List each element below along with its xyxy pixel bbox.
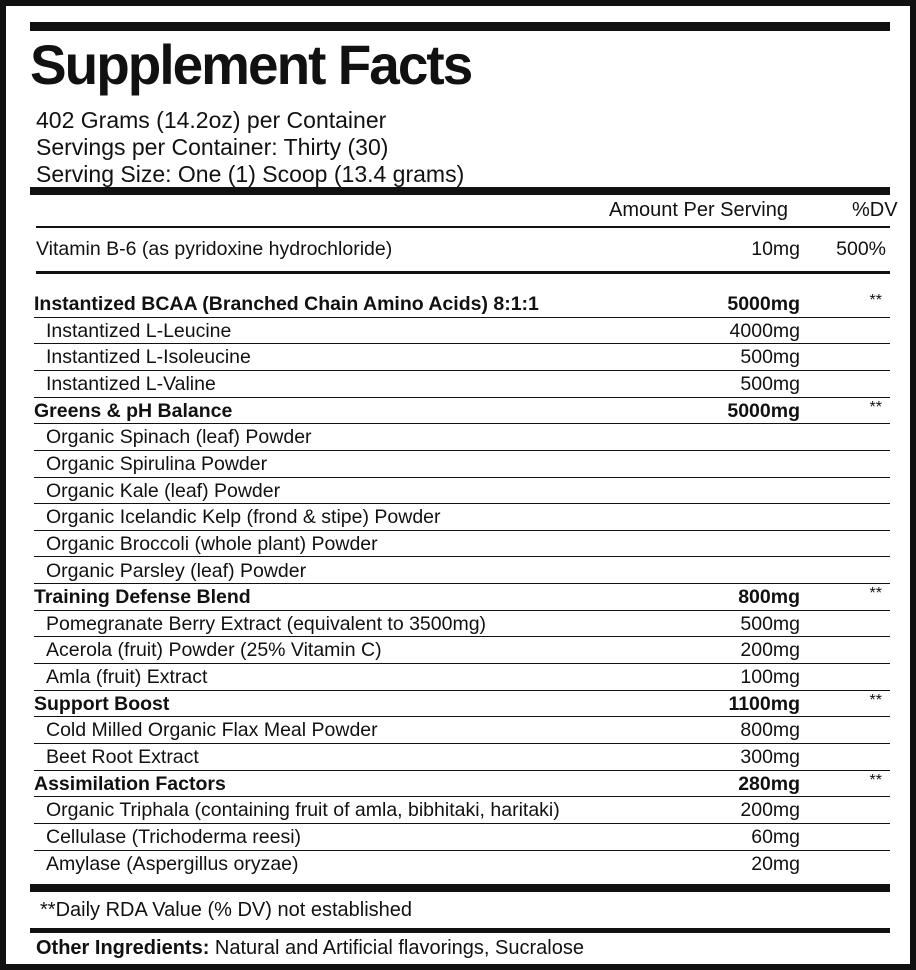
blend-row (34, 584, 890, 611)
ingredient-row (34, 478, 890, 505)
ingredient-dv: ** (869, 398, 882, 416)
vitamin-dv: 500% (836, 238, 886, 260)
vitamin-amount: 10mg (751, 238, 800, 260)
ingredient-name: Greens & pH Balance (34, 399, 233, 422)
ingredient-row (34, 424, 890, 451)
ingredient-row (34, 318, 890, 345)
ingredient-dv: ** (869, 292, 882, 309)
ingredient-name: Amylase (Aspergillus oryzae) (46, 852, 299, 875)
header-divider (36, 226, 890, 228)
ingredient-name: Organic Parsley (leaf) Powder (46, 559, 307, 582)
ingredient-amount: 60mg (751, 826, 800, 848)
ingredient-row (34, 558, 890, 585)
ingredient-amount: 100mg (740, 666, 800, 689)
ingredient-name: Pomegranate Berry Extract (equivalent to 3500mg) (46, 612, 487, 635)
ingredient-row (34, 664, 890, 691)
other-ingredients-label: Other Ingredients: (36, 937, 210, 959)
panel-title: Supplement Facts (30, 33, 472, 96)
ingredient-name: Cellulase (Trichoderma reesi) (46, 826, 302, 848)
servings-per-container: Servings per Container: Thirty (30) (36, 134, 389, 160)
ingredient-name: Support Boost (34, 692, 170, 715)
ingredient-row (34, 637, 890, 664)
ingredient-row (34, 744, 890, 771)
ingredient-amount: 500mg (740, 612, 800, 635)
footnote: **Daily RDA Value (% DV) not established (40, 899, 413, 921)
ingredient-amount: 800mg (740, 719, 800, 742)
ingredient-amount: 200mg (740, 639, 800, 662)
ingredient-row (34, 371, 890, 398)
ingredient-name: Instantized L-Isoleucine (46, 346, 251, 369)
other-ingredients (36, 936, 584, 960)
amount-per-serving-header: Amount Per Serving (609, 199, 788, 221)
blend-row (34, 691, 890, 718)
ingredient-name: Instantized L-Valine (46, 372, 216, 395)
dv-header: %DV (852, 199, 898, 221)
ingredient-name: Organic Spirulina Powder (46, 452, 268, 475)
ingredient-dv: ** (869, 585, 882, 603)
other-ingredients-text: Natural and Artificial flavorings, Sucralose (209, 937, 584, 959)
ingredient-row (34, 531, 890, 558)
ingredient-amount: 200mg (740, 799, 800, 822)
ingredient-name: Organic Broccoli (whole plant) Powder (46, 532, 378, 555)
ingredient-amount: 800mg (738, 586, 800, 609)
ingredient-name: Organic Triphala (containing fruit of amla, bibhitaki, haritaki) (46, 799, 560, 822)
ingredient-dv: ** (869, 691, 882, 709)
ingredient-row (34, 611, 890, 638)
ingredient-name: Beet Root Extract (46, 746, 199, 769)
container-weight: 402 Grams (14.2oz) per Container (36, 107, 387, 133)
vitamin-row (36, 236, 890, 262)
ingredient-amount: 5000mg (727, 399, 800, 422)
vitamin-name: Vitamin B-6 (as pyridoxine hydrochloride) (36, 238, 393, 260)
ingredient-name: Training Defense Blend (34, 586, 251, 609)
serving-size: Serving Size: One (1) Scoop (13.4 grams) (36, 161, 465, 187)
ingredient-amount: 5000mg (727, 293, 800, 315)
ingredient-amount: 300mg (740, 746, 800, 769)
serving-divider (30, 187, 890, 195)
ingredient-name: Instantized L-Leucine (46, 319, 232, 342)
blend-row (34, 398, 890, 425)
ingredient-row (34, 851, 890, 878)
ingredient-row (34, 451, 890, 478)
ingredient-row (34, 824, 890, 851)
ingredient-amount: 500mg (740, 346, 800, 369)
vitamin-divider (36, 271, 890, 274)
ingredient-name: Organic Icelandic Kelp (frond & stipe) Powder (46, 506, 441, 529)
ingredient-name: Acerola (fruit) Powder (25% Vitamin C) (46, 639, 382, 662)
blend-row (34, 771, 890, 798)
ingredient-name: Cold Milled Organic Flax Meal Powder (46, 719, 378, 742)
ingredient-row (34, 344, 890, 371)
blend-row (34, 291, 890, 318)
ingredient-name: Assimilation Factors (34, 772, 226, 795)
other-ingredients-divider (30, 928, 890, 933)
ingredient-row (34, 717, 890, 744)
ingredient-name: Amla (fruit) Extract (46, 666, 208, 689)
ingredient-amount: 1100mg (728, 692, 800, 715)
ingredient-amount: 280mg (738, 772, 800, 795)
ingredient-row (34, 797, 890, 824)
ingredient-name: Instantized BCAA (Branched Chain Amino Acids) 8:1:1 (34, 293, 539, 315)
ingredient-row (34, 504, 890, 531)
ingredient-name: Organic Kale (leaf) Powder (46, 479, 281, 502)
ingredient-amount: 4000mg (729, 319, 800, 342)
ingredient-name: Organic Spinach (leaf) Powder (46, 426, 312, 449)
footnote-divider (30, 884, 890, 892)
ingredient-amount: 500mg (740, 372, 800, 395)
ingredient-dv: ** (869, 771, 882, 789)
ingredient-amount: 20mg (751, 852, 800, 875)
